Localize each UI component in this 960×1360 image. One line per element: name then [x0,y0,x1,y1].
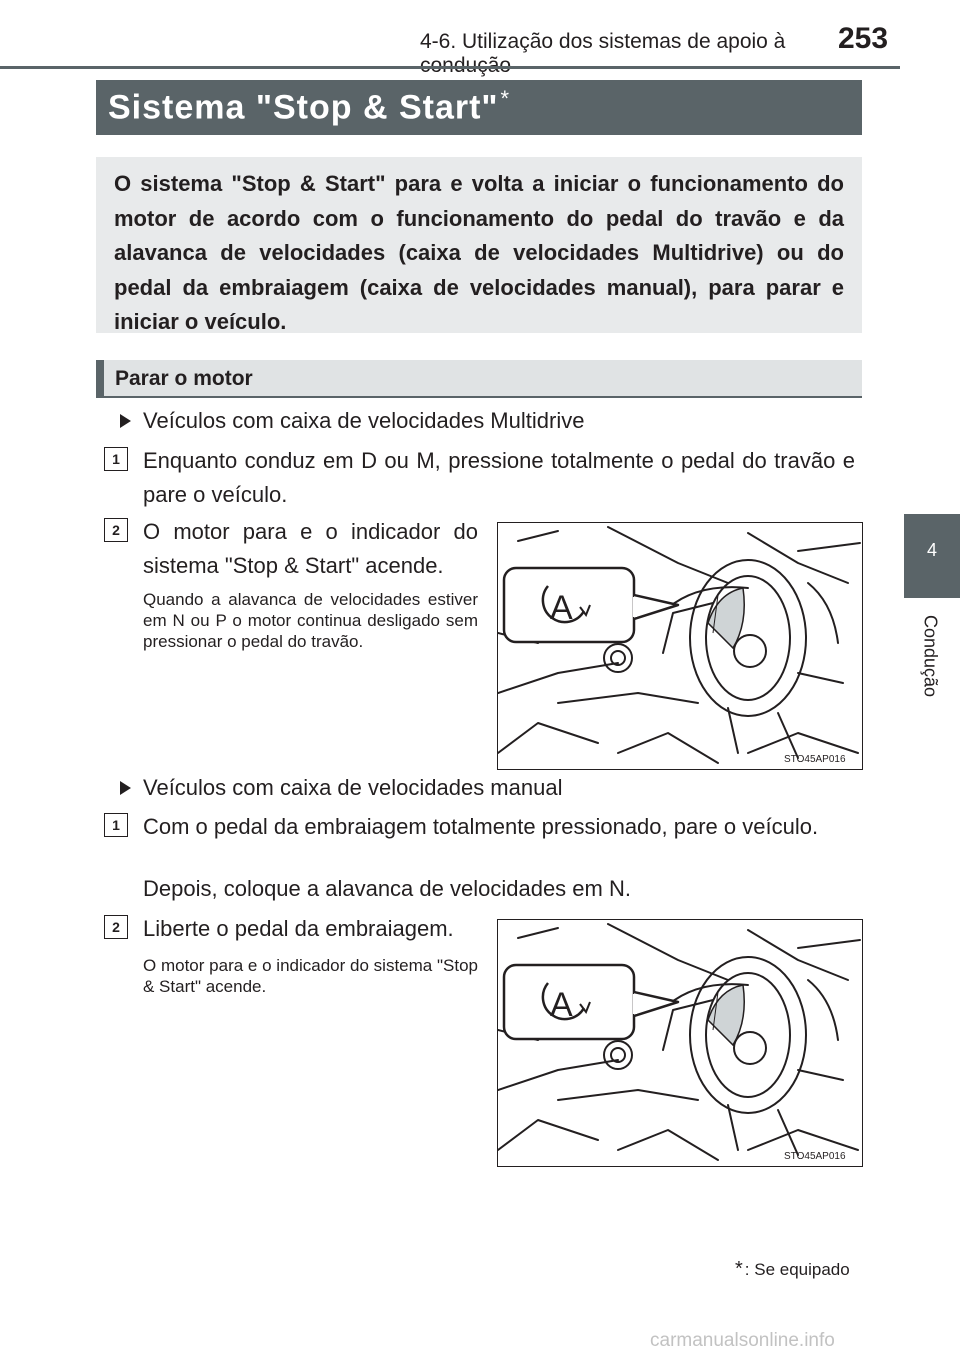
step-number-2: 2 [104,518,128,542]
manual-step1-text: Com o pedal da embraiagem totalmente pressionado, pare o veículo. [143,814,819,839]
page-title [108,86,510,127]
chapter-tab-label-wrap [900,606,960,706]
step-number-1: 1 [104,447,128,471]
multidrive-step2-text: O motor para e o indicador do sistema "Stop & Start" acende. [143,519,478,578]
chapter-tab-label: Condução [920,614,941,698]
footnote-mark: * [735,1258,743,1280]
dashboard-illustration [497,522,863,770]
dashboard-drawing [498,523,862,769]
step-number-1: 1 [104,813,128,837]
intro-text: O sistema "Stop & Start" para e volta a iniciar o funcionamento do motor de acordo com o funcionamento do pedal do travão e da alavanca de velocidades (caixa de velocidades Multidrive) ou do pedal da embraiagem (caixa de velocidades manual), para parar e iniciar o veículo. [114,171,844,334]
equipped-mark: * [500,86,511,111]
dashboard-illustration [497,919,863,1167]
section-title: Parar o motor [115,367,253,390]
dashboard-drawing [498,920,862,1166]
triangle-bullet-icon [120,781,131,795]
illustration-code: STO45AP016 [784,1151,846,1162]
page-title-text: Sistema "Stop & Start" [108,88,499,127]
step-number-2: 2 [104,915,128,939]
manual-step2-note: O motor para e o indicador do sistema "Stop & Start" acende. [143,956,478,996]
chapter-section-title: 4-6. Utilização dos sistemas de apoio à [420,30,786,53]
watermark: carmanualsonline.info [650,1330,835,1351]
callout-label: A [550,986,573,1024]
manual-step2-text: Liberte o pedal da embraiagem. [143,916,454,941]
multidrive-heading: Veículos com caixa de velocidades Multidrive [143,408,585,433]
footnote-text: : Se equipado [744,1260,850,1279]
page-number: 253 [838,22,889,55]
header-rule [0,66,900,69]
footnote [735,1258,850,1281]
manual-heading: Veículos com caixa de velocidades manual [143,775,563,800]
triangle-bullet-icon [120,414,131,428]
section-accent [96,360,104,398]
manual-step1-text2: Depois, coloque a alavanca de velocidades em N. [143,876,631,901]
illustration-code: STO45AP016 [784,754,846,765]
callout-label: A [550,589,573,627]
chapter-tab-number: 4 [926,540,937,560]
multidrive-step1-text: Enquanto conduz em D ou M, pressione totalmente o pedal do travão e pare o veículo. [143,448,855,507]
multidrive-step2-note: Quando a alavanca de velocidades estiver em N ou P o motor continua desligado sem pressionar o pedal do travão. [143,590,478,651]
